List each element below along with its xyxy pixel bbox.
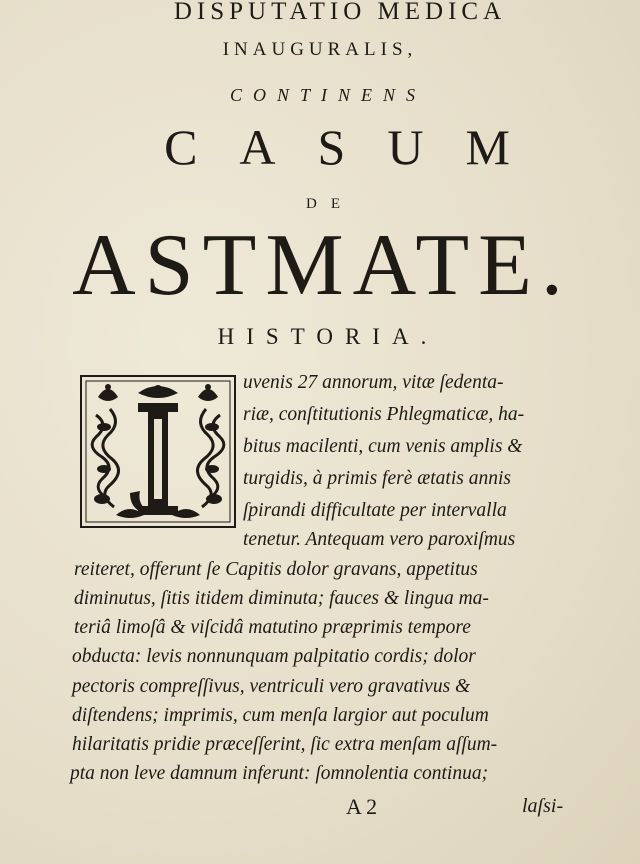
text-line: obducta: levis nonnunquam palpitatio cordis; dolor [72,646,476,667]
decorated-initial [80,375,236,528]
text-line: diminutus, ſitis itidem diminuta; fauces & lingua ma- [74,588,489,609]
title-line-continens: CONTINENS [229,85,427,105]
text-line: tenetur. Antequam vero paroxiſmus [243,529,516,550]
text-line: bitus macilenti, cum venis amplis & [243,436,523,457]
text-line: uvenis 27 annorum, vitæ ſedenta- [243,372,504,393]
text-line: diſtendens; imprimis, cum menſa largior aut poculum [72,705,489,726]
text-line: pta non leve damnum inferunt: ſomnolentia continua; [70,763,489,784]
text-line: pectoris compreſſivus, ventriculi vero gravativus & [72,676,471,697]
catchword: laſsi- [522,795,564,817]
text-line: reiteret, offerunt ſe Capitis dolor gravans, appetitus [74,559,478,580]
text-line: riæ, conſtitutionis Phlegmaticæ, ha- [243,404,525,425]
text-line: hilaritatis pridie præceſſerint, ſic extra menſam aſſum- [72,734,498,755]
title-line-casum: CASUM [164,119,552,175]
section-heading-historia: HISTORIA. [217,324,439,349]
title-line-inauguralis: INAUGURALIS, [222,39,418,60]
signature-mark: A 2 [346,794,378,819]
text-line: ſpirandi difficultate per intervalla [243,500,507,521]
title-line-disputatio: DISPUTATIO MEDICA [173,0,507,25]
text-line: teriâ limoſâ & viſcidâ matutino præprimis tempore [74,617,471,638]
title-line-astmate: ASTMATE. [72,217,572,314]
floral-initial-ornament-icon [80,375,236,528]
text-line: turgidis, à primis ferè ætatis annis [243,468,511,489]
title-line-de: DE [306,196,354,212]
